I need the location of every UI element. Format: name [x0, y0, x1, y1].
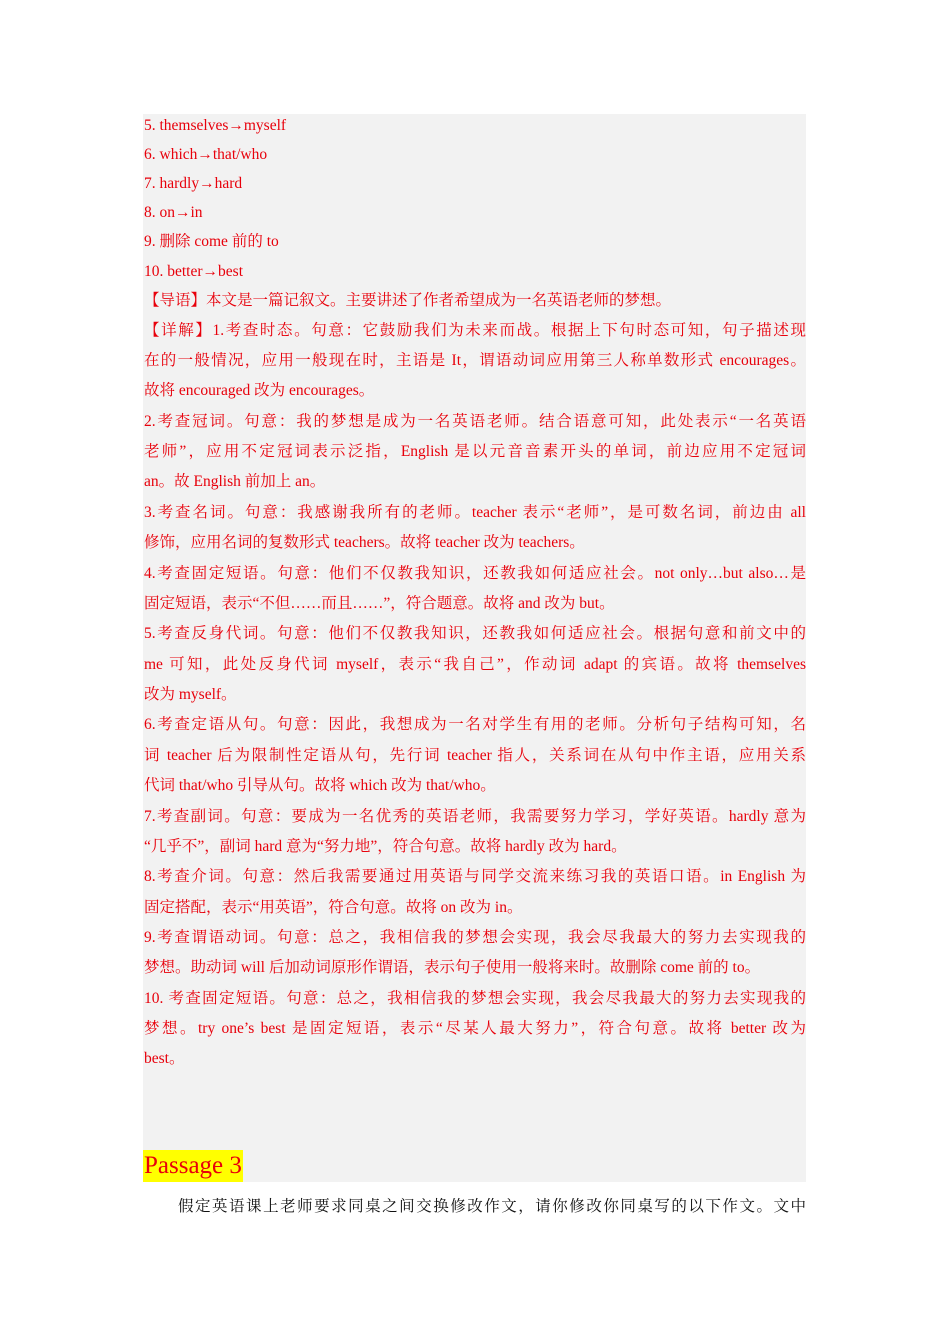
- passage-title: Passage 3: [143, 1150, 243, 1182]
- explanation-line: 2.考查冠词。句意：我的梦想是成为一名英语老师。结合语意可知，此处表示“一名英语: [144, 413, 806, 430]
- explanation-line: 在的一般情况，应用一般现在时，主语是 It，谓语动词应用第三人称单数形式 encourages。: [144, 352, 806, 369]
- explanation-line: 7.考查副词。句意：要成为一名优秀的英语老师，我需要努力学习，学好英语。hardly 意为: [144, 808, 806, 825]
- explanation-line: 3.考查名词。句意：我感谢我所有的老师。teacher 表示“老师”，是可数名词，前边由 all: [144, 504, 806, 521]
- correction-line: 7. hardly→hard: [144, 175, 243, 192]
- explanation-line: 梦想。助动词 will 后加动词原形作谓语，表示句子使用一般将来时。故删除 come 前的 to。: [144, 959, 761, 976]
- explanation-line: 4.考查固定短语。句意：他们不仅教我知识，还教我如何适应社会。not only…but also…是: [144, 565, 806, 582]
- explanation-line: 修饰，应用名词的复数形式 teachers。故将 teacher 改为 teachers。: [144, 534, 585, 551]
- correction-line: 10. better→best: [144, 263, 244, 280]
- correction-line: 8. on→in: [144, 204, 203, 221]
- explanation-line: 10. 考查固定短语。句意：总之，我相信我的梦想会实现，我会尽我最大的努力去实现我的: [144, 990, 806, 1007]
- explanation-line: 代词 that/who 引导从句。故将 which 改为 that/who。: [144, 777, 496, 794]
- explanation-line: 固定短语，表示“不但……而且……”，符合题意。故将 and 改为 but。: [144, 595, 615, 612]
- explanation-line: 【详解】1.考查时态。句意：它鼓励我们为未来而战。根据上下句时态可知，句子描述现: [144, 322, 806, 339]
- correction-line: 5. themselves→myself: [144, 117, 287, 134]
- explanation-line: 梦想。try one’s best 是固定短语，表示“尽某人最大努力”，符合句意。故将 better 改为: [144, 1020, 806, 1037]
- explanation-line: best。: [144, 1050, 185, 1067]
- explanation-line: 9.考查谓语动词。句意：总之，我相信我的梦想会实现，我会尽我最大的努力去实现我的: [144, 929, 806, 946]
- explanation-line: 8.考查介词。句意：然后我需要通过用英语与同学交流来练习我的英语口语。in English 为: [144, 868, 806, 885]
- explanation-line: 老师”，应用不定冠词表示泛指，English 是以元音音素开头的单词，前边应用不定冠词: [144, 443, 806, 460]
- explanation-line: 固定搭配，表示“用英语”，符合句意。故将 on 改为 in。: [144, 899, 523, 916]
- correction-line: 9. 删除 come 前的 to: [144, 233, 279, 250]
- guide-line: 【导语】本文是一篇记叙文。主要讲述了作者希望成为一名英语老师的梦想。: [144, 292, 672, 309]
- passage-intro: 假定英语课上老师要求同桌之间交换修改作文，请你修改你同桌写的以下作文。文中: [178, 1198, 806, 1215]
- explanation-line: 故将 encouraged 改为 encourages。: [144, 382, 375, 399]
- explanation-line: me 可知，此处反身代词 myself，表示“我自己”，作动词 adapt 的宾语。故将 themselves: [144, 656, 806, 673]
- explanation-line: 改为 myself。: [144, 686, 237, 703]
- explanation-line: 6.考查定语从句。句意：因此，我想成为一名对学生有用的老师。分析句子结构可知，名: [144, 716, 806, 733]
- explanation-line: an。故 English 前加上 an。: [144, 473, 326, 490]
- explanation-line: 5.考查反身代词。句意：他们不仅教我知识，还教我如何适应社会。根据句意和前文中的: [144, 625, 806, 642]
- correction-line: 6. which→that/who: [144, 146, 268, 163]
- answer-block: [143, 114, 806, 1182]
- explanation-line: 词 teacher 后为限制性定语从句，先行词 teacher 指人，关系词在从句中作主语，应用关系: [144, 747, 806, 764]
- explanation-line: “几乎不”，副词 hard 意为“努力地”，符合句意。故将 hardly 改为 hard。: [144, 838, 627, 855]
